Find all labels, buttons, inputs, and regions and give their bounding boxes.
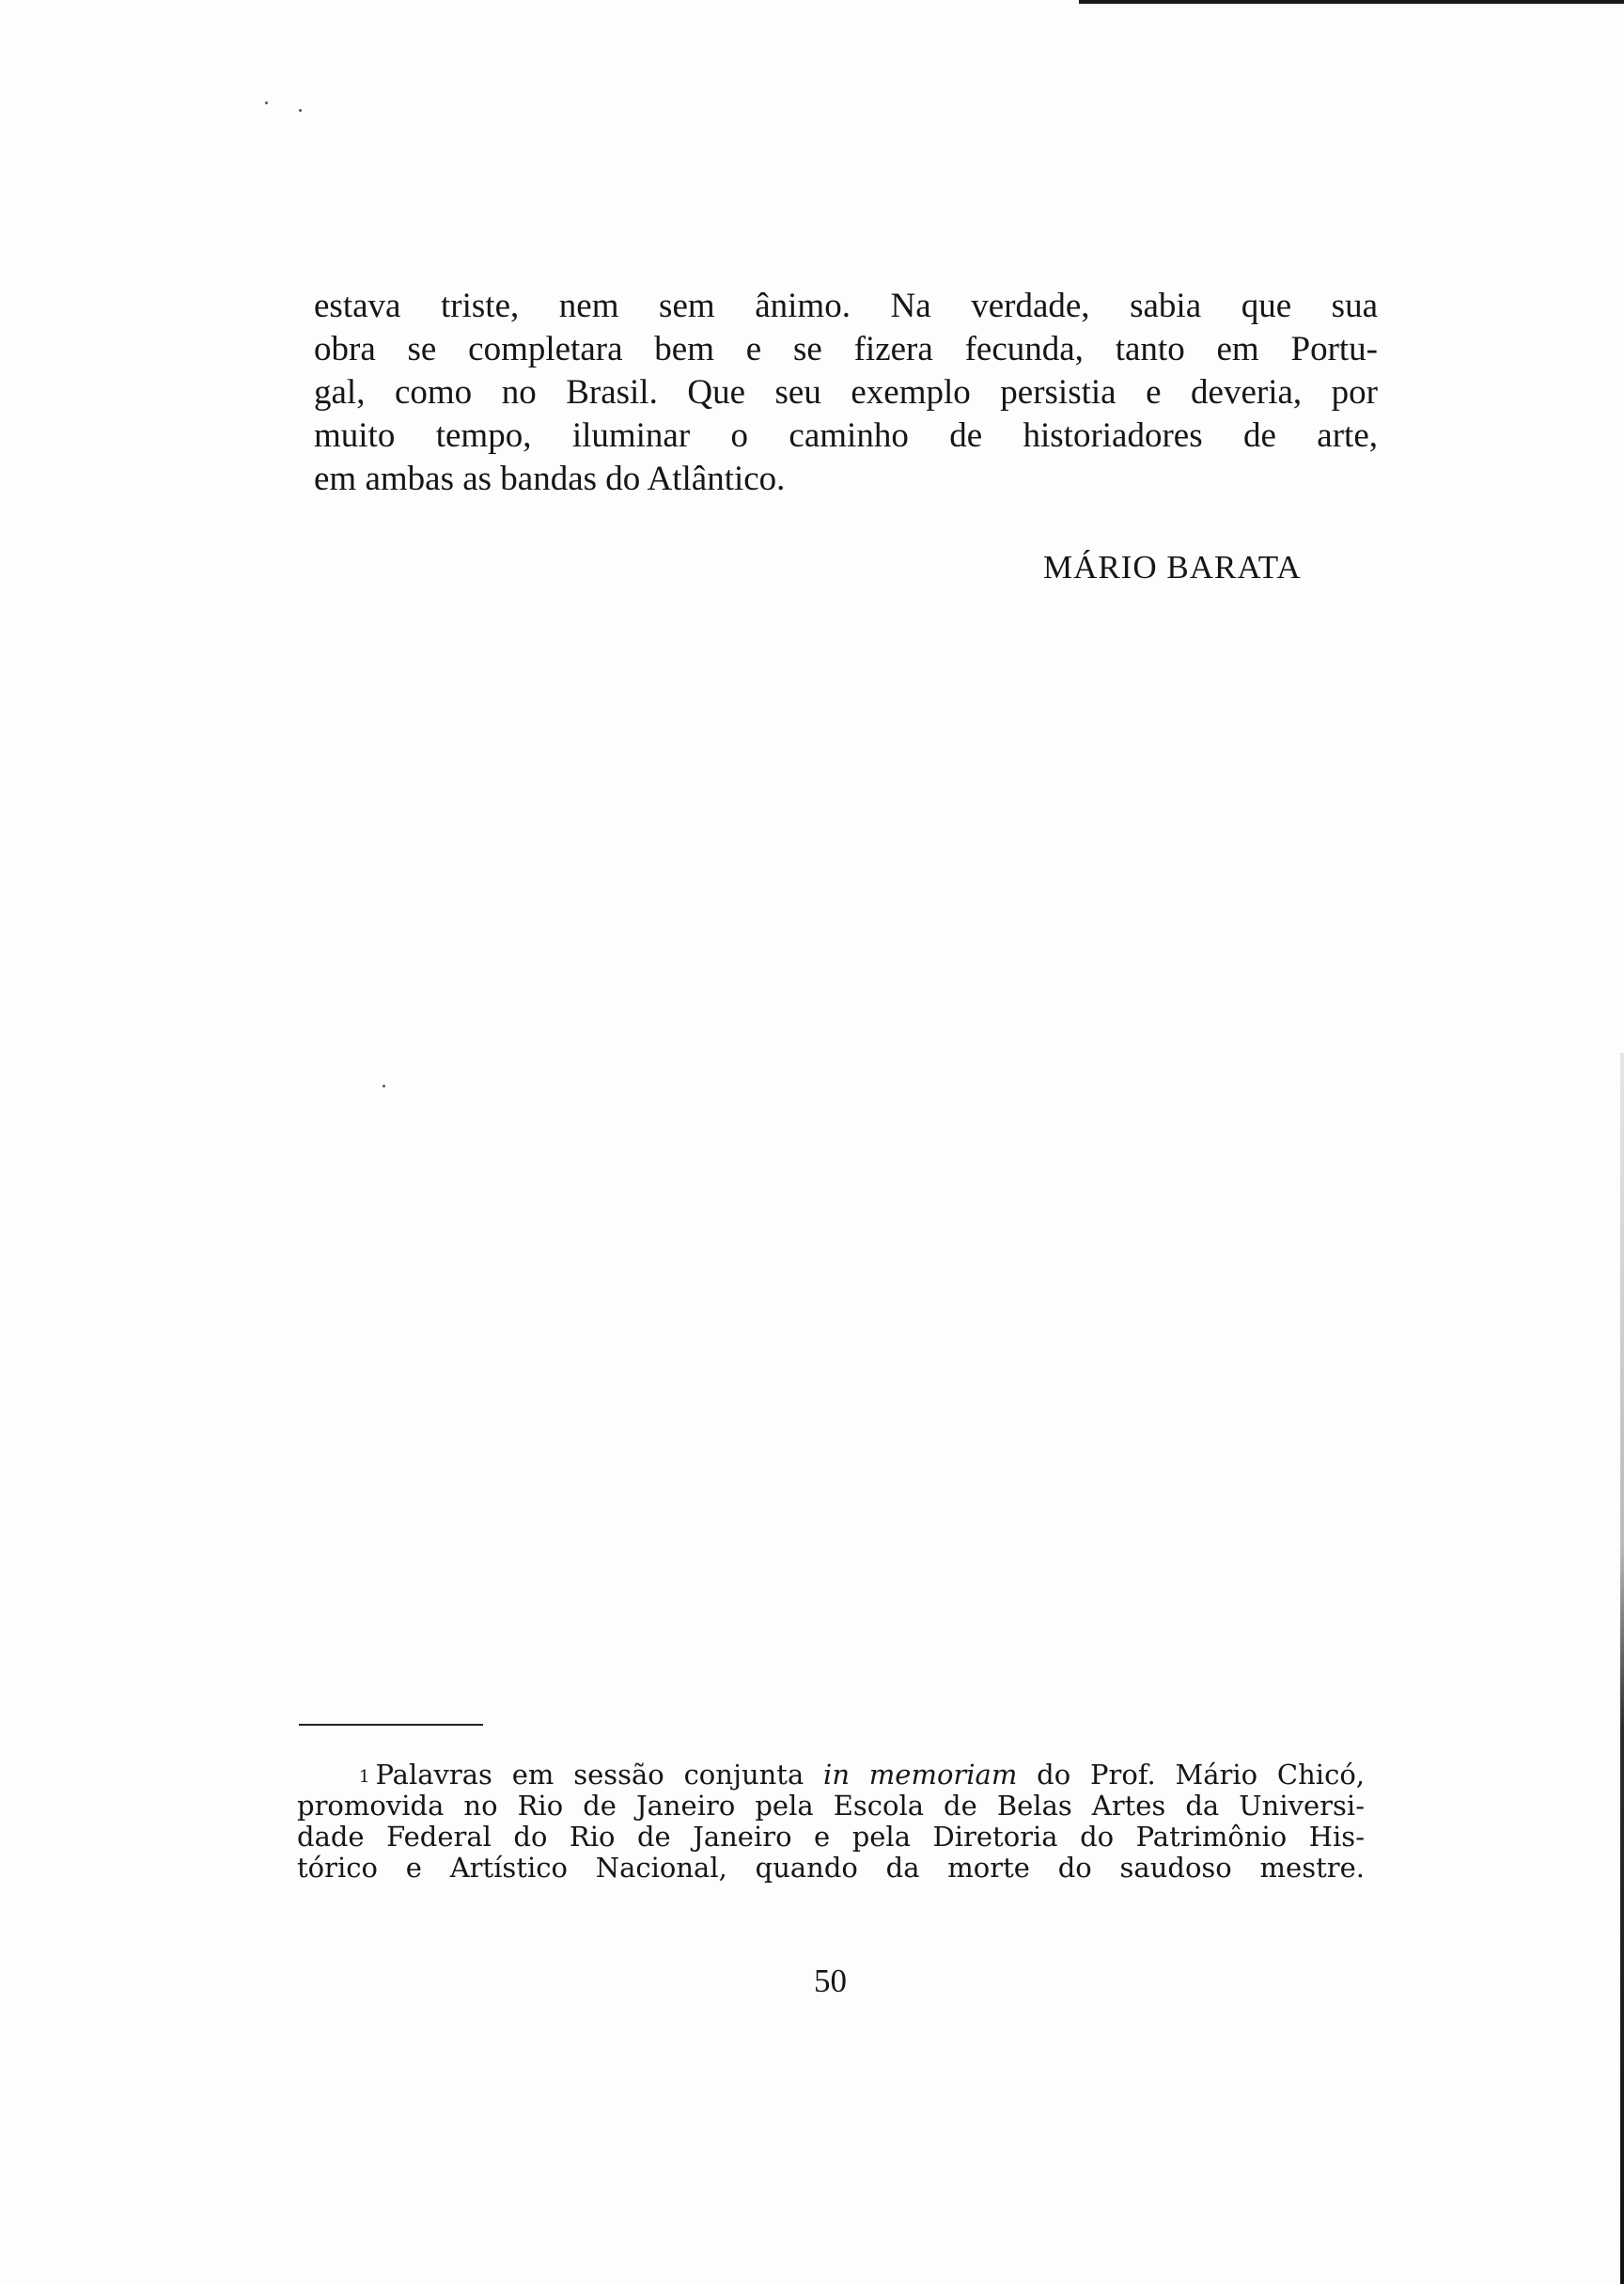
footnote-italic: in memoriam <box>823 1759 1018 1791</box>
footnote-marker: 1 <box>359 1767 370 1787</box>
footnote-line: tórico e Artístico Nacional, quando da morte do saudoso mestre. <box>297 1852 1365 1884</box>
scan-right-edge <box>1620 1053 1624 2284</box>
scan-speck <box>383 1085 385 1087</box>
footnote-text: Palavras em sessão conjunta <box>375 1759 824 1791</box>
body-paragraph <box>314 285 1378 501</box>
author-signature: MÁRIO BARATA <box>1043 549 1302 586</box>
body-line: estava triste, nem sem ânimo. Na verdade, sabia que sua <box>314 287 1378 325</box>
footnote-text: do Prof. Mário Chicó, <box>1017 1759 1365 1791</box>
footnote <box>297 1760 1365 1884</box>
body-line: obra se completara bem e se fizera fecunda, tanto em Portu- <box>314 330 1378 368</box>
scan-speck <box>265 102 268 104</box>
footnote-line <box>297 1760 1365 1791</box>
scan-top-edge <box>1079 0 1624 4</box>
body-line: gal, como no Brasil. Que seu exemplo persistia e deveria, por <box>314 373 1378 412</box>
footnote-line: dade Federal do Rio de Janeiro e pela Diretoria do Patrimônio His- <box>297 1821 1365 1853</box>
body-line: muito tempo, iluminar o caminho de historiadores de arte, <box>314 416 1378 455</box>
footnote-separator <box>299 1724 483 1726</box>
scan-speck <box>299 109 302 112</box>
body-line: em ambas as bandas do Atlântico. <box>314 460 786 498</box>
footnote-line: promovida no Rio de Janeiro pela Escola de Belas Artes da Universi- <box>297 1790 1365 1822</box>
page-number: 50 <box>814 1963 847 1999</box>
